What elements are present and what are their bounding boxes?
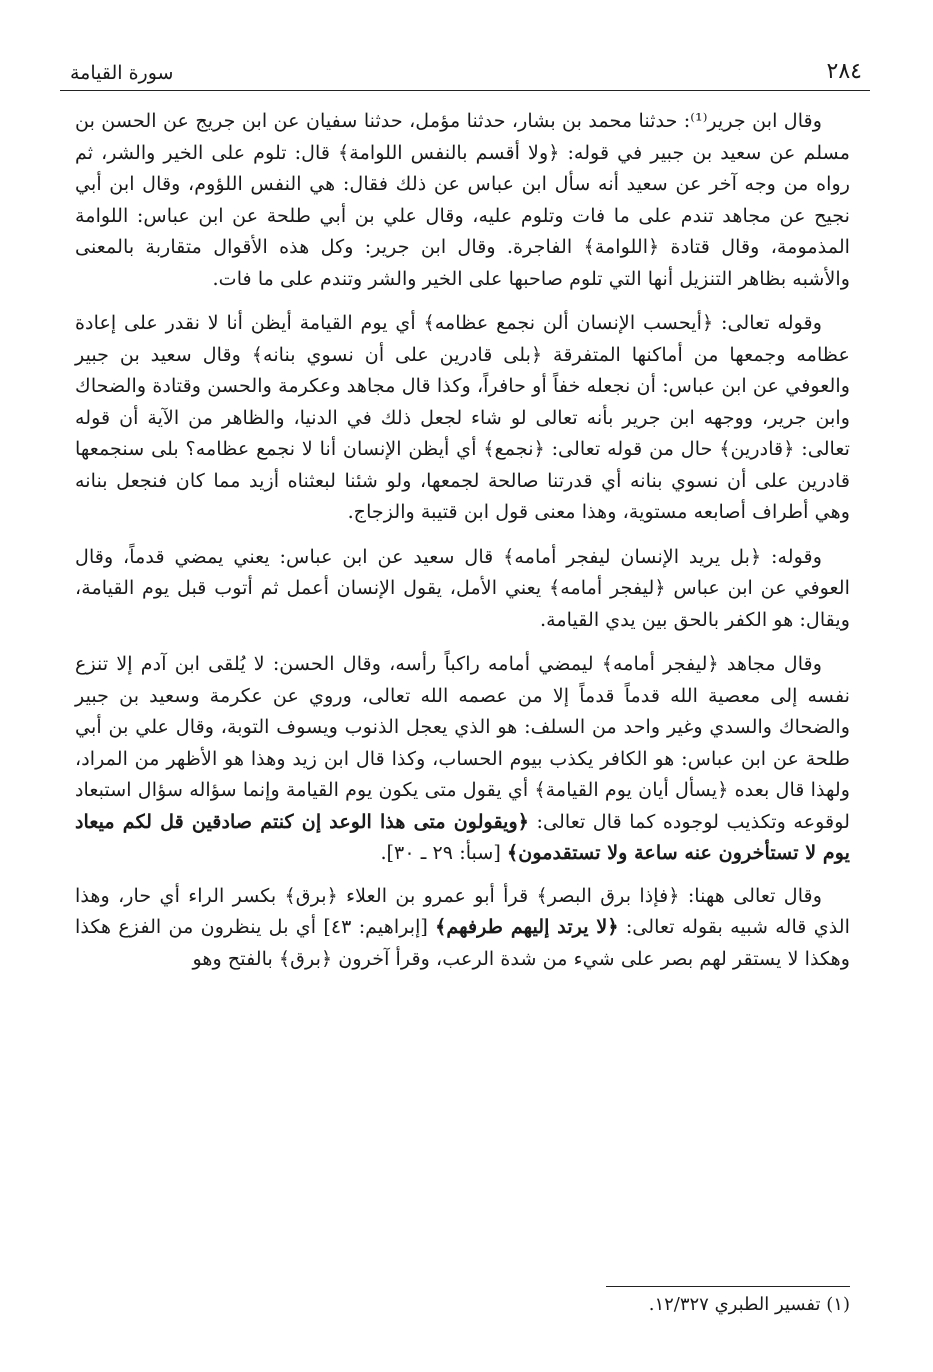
paragraph-3: وقوله: ﴿بل يريد الإنسان ليفجر أمامه﴾ قال سعيد عن ابن عباس: يعني يمضي قدماً، وقال العوفي عن ابن عباس ﴿ليفجر أمامه﴾ يعني الأمل، يقول الإنسان أعمل ثم أتوب قبل يوم القيامة، ويقال: هو الكفر بالحق بين يدي القيامة.	[75, 544, 850, 631]
footnote-text: تفسير الطبري ١٢/٣٢٧.	[648, 1294, 821, 1315]
footnote-rule	[606, 1286, 850, 1287]
page-header	[60, 60, 870, 92]
page-body	[75, 105, 850, 987]
paragraph-5-text: وقال تعالى ههنا: ﴿فإذا برق البصر﴾ قرأ أبو عمرو بن العلاء ﴿برق﴾ بكسر الراء أي حار، وهذا الذي قاله شبيه بقوله تعالى:	[75, 883, 850, 938]
quran-quote-saba: ﴿ويقولون متى هذا الوعد إن كنتم صادقين قل لكم ميعاد يوم لا تستأخرون عنه ساعة ولا تستقدمون﴾	[75, 809, 850, 864]
footnote-marker: (١)	[826, 1294, 850, 1315]
paragraph-4-text: وقال مجاهد ﴿ليفجر أمامه﴾ ليمضي أمامه راكباً رأسه، وقال الحسن: لا يُلقى ابن آدم إلا تنزع نفسه إلى معصية الله قدماً قدماً إلا من عصمه الله تعالى، وروي عن عكرمة وسعيد بن جبير والضحاك والسدي وغير واحد من السلف: هو الذي يعجل الذنوب ويسوف التوبة، وقال علي بن أبي طلحة عن ابن عباس: هو الكافر يكذب بيوم الحساب، وكذا قال ابن زيد وهذا هو الأظهر من المراد، ولهذا قال بعده ﴿يسأل أيان يوم القيامة﴾ أي يقول متى يكون يوم القيامة وإنما سؤاله سؤال استبعاد لوقوعه وتكذيب لوجوده كما قال تعالى:	[75, 652, 850, 833]
running-title: سورة القيامة	[70, 62, 174, 84]
quran-quote-ibrahim: ﴿لا يرتد إليهم طرفهم﴾	[435, 915, 619, 938]
page-number: ٢٨٤	[826, 59, 862, 84]
paragraph-5	[75, 880, 850, 975]
paragraph-1: وقال ابن جرير⁽¹⁾: حدثنا محمد بن بشار، حدثنا مؤمل، حدثنا سفيان عن ابن جريج عن الحسن بن مسلم عن سعيد بن جبير في قوله: ﴿ولا أقسم بالنفس اللوامة﴾ قال: تلوم على الخير والشر، ثم رواه من وجه آخر عن سعيد أنه سأل ابن عباس عن ذلك فقال: هي النفس اللؤوم، وقال ابن أبي نجيح عن مجاهد تندم على ما فات وتلوم عليه، وقال علي بن أبي طلحة عن ابن عباس: اللوامة المذمومة، وقال قتادة ﴿اللوامة﴾ الفاجرة. وقال ابن جرير: وكل هذه الأقوال متقاربة بالمعنى والأشبه بظاهر التنزيل أنها التي تلوم صاحبها على الخير والشر وتندم على ما فات.	[75, 109, 850, 290]
paragraph-5-continuation: [إبراهيم: ٤٣] أي بل ينظرون من الفزع هكذا وهكذا لا يستقر لهم بصر على شيء من شدة الرعب، وقرأ آخرون ﴿برق﴾ بالفتح وهو	[75, 915, 850, 970]
paragraph-4	[75, 648, 850, 869]
footnote	[649, 1291, 850, 1319]
saba-reference: [سبأ: ٢٩ ـ ٣٠].	[380, 841, 501, 864]
header-rule	[60, 90, 870, 91]
paragraph-2: وقوله تعالى: ﴿أيحسب الإنسان ألن نجمع عظامه﴾ أي يوم القيامة أيظن أنا لا نقدر على إعادة عظامه وجمعها من أماكنها المتفرقة ﴿بلى قادرين على أن نسوي بنانه﴾ وقال سعيد بن جبير والعوفي عن ابن عباس: أن نجعله خفاً أو حافراً، وكذا قال مجاهد وعكرمة والحسن وقتادة والضحاك وابن جرير، ووجهه ابن جرير بأنه تعالى لو شاء لجعل ذلك في الدنيا، والظاهر من الآية أن قوله تعالى: ﴿قادرين﴾ حال من قوله تعالى: ﴿نجمع﴾ أي أيظن الإنسان أنا لا نجمع عظامه؟ بلى سنجمعها قادرين على أن نسوي بنانه أي قدرتنا صالحة لجمعها، ولو شئنا لبعثناه أزيد مما كان فنجعل بنانه وهي أطراف أصابعه مستوية، وهذا معنى قول ابن قتيبة والزجاج.	[75, 311, 850, 523]
